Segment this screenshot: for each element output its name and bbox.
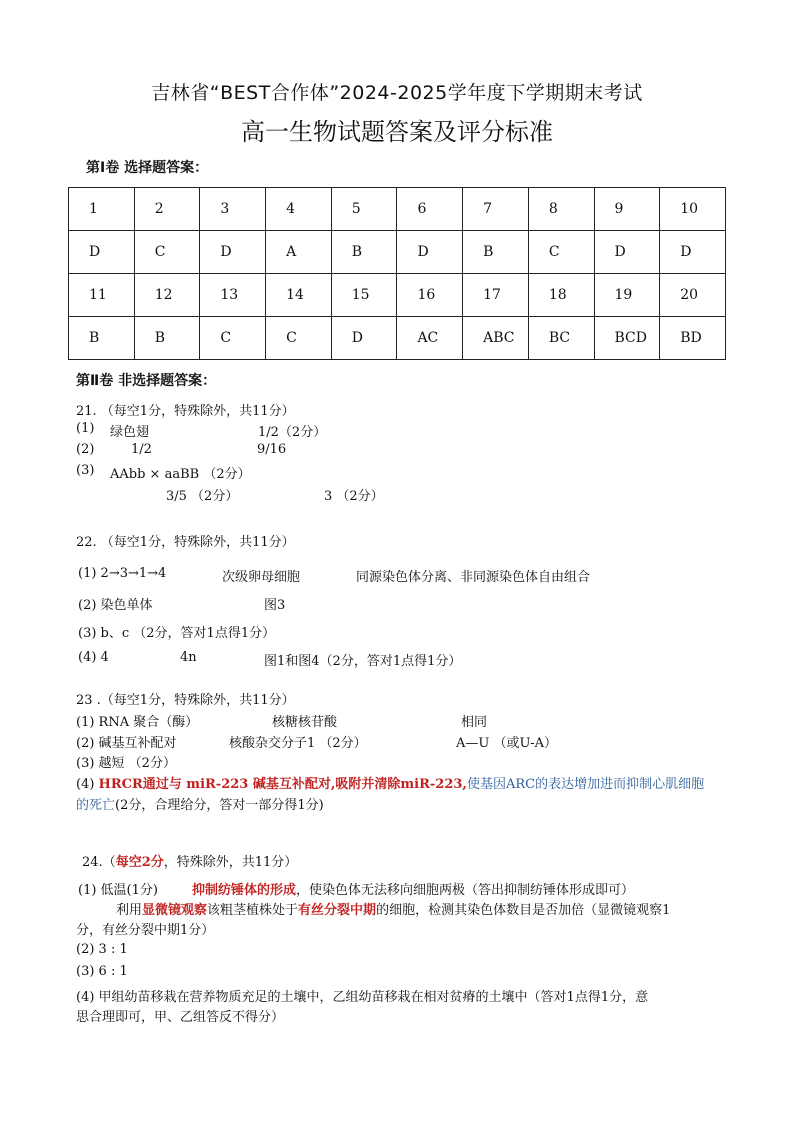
q24-line2-highlight-a: 显微镜观察 — [142, 903, 208, 918]
q23-line4-highlight-red: HRCR通过与 miR-223 碱基互补配对,吸附并清除miR-223, — [98, 777, 467, 792]
table-cell: 16 — [397, 274, 463, 317]
table-cell: D — [69, 231, 135, 274]
q21-line3-answer: AAbb × aaBB （2分） — [110, 467, 251, 482]
q23-line1-answer-a: (1) RNA 聚合（酶） — [76, 715, 199, 730]
table-cell: 18 — [528, 274, 594, 317]
q21-line2-answer-b: 9/16 — [257, 442, 287, 457]
q21-line1-num: (1) — [76, 421, 95, 436]
q24-line1-part-c: ，使染色体无法移向细胞两极（答出抑制纺锤体形成即可） — [295, 883, 634, 898]
q23-line2-answer-c: A—U （或U-A） — [456, 736, 557, 751]
q22-line1-answer-b: 次级卵母细胞 — [222, 570, 301, 585]
table-cell: 1 — [69, 188, 135, 231]
table-cell: ABC — [463, 317, 529, 360]
table-cell: D — [660, 231, 726, 274]
q24-line1-part-a: (1) 低温(1分) — [78, 883, 158, 898]
table-cell: 7 — [463, 188, 529, 231]
table-cell: 13 — [200, 274, 266, 317]
table-cell: B — [463, 231, 529, 274]
q21-line2-answer-a: 1/2 — [131, 442, 152, 457]
table-cell: 3 — [200, 188, 266, 231]
q23-line1-answer-b: 核糖核苷酸 — [272, 715, 338, 730]
q24-line2-part-c: 该粗茎植株处于 — [207, 903, 299, 918]
table-row — [69, 188, 726, 231]
q24-line2-part-e: 的细胞，检测其染色体数目是否加倍（显微镜观察1 — [376, 903, 671, 918]
q23-line3-answer: (3) 越短 （2分） — [76, 756, 176, 771]
table-cell: 4 — [266, 188, 332, 231]
q22-header: 22. （每空1分，特殊除外，共11分） — [76, 535, 295, 550]
table-cell: C — [200, 317, 266, 360]
q24-line1-highlight: 抑制纺锤体的形成 — [191, 883, 296, 898]
q22-line3-answer: (3) b、c （2分，答对1点得1分） — [78, 626, 276, 641]
q24-line7-answer: 思合理即可，甲、乙组答反不得分） — [76, 1010, 285, 1025]
table-cell: BCD — [594, 317, 660, 360]
table-cell: 15 — [331, 274, 397, 317]
table-cell: D — [397, 231, 463, 274]
table-cell: 10 — [660, 188, 726, 231]
q21-line4-answer-a: 3/5 （2分） — [166, 489, 239, 504]
exam-title: 吉林省“BEST合作体”2024-2025学年度下学期期末考试 — [151, 82, 643, 104]
q22-line4-answer-b: 4n — [180, 650, 197, 665]
q21-header: 21. （每空1分，特殊除外，共11分） — [76, 404, 295, 419]
table-cell: 20 — [660, 274, 726, 317]
q24-header-rest: ，特殊除外，共11分） — [163, 855, 298, 870]
table-cell: 17 — [463, 274, 529, 317]
q23-line4-answer — [76, 773, 704, 792]
q21-line3-num: (3) — [76, 463, 95, 478]
exam-subtitle: 高一生物试题答案及评分标准 — [241, 118, 553, 146]
table-cell: 6 — [397, 188, 463, 231]
q24-header-highlight: 每空2分 — [115, 855, 164, 870]
table-cell: 12 — [134, 274, 200, 317]
table-cell: 14 — [266, 274, 332, 317]
table-row — [69, 317, 726, 360]
q22-line2-answer-a: (2) 染色单体 — [78, 598, 153, 613]
q23-line5-note: (2分，合理给分，答对一部分得1分) — [115, 798, 324, 813]
q23-line4-prefix: (4) — [76, 777, 99, 792]
q24-line2-highlight-b: 有丝分裂中期 — [298, 903, 377, 918]
table-cell: C — [528, 231, 594, 274]
table-cell: BC — [528, 317, 594, 360]
table-cell: 9 — [594, 188, 660, 231]
q23-line5-answer — [76, 794, 324, 813]
q23-header: 23 .（每空1分，特殊除外，共11分） — [76, 693, 295, 708]
q21-line1-answer-b: 1/2（2分） — [258, 425, 327, 440]
q21-line4-answer-b: 3 （2分） — [324, 489, 384, 504]
q22-line1-answer-c: 同源染色体分离、非同源染色体自由组合 — [356, 570, 591, 585]
q23-line2-answer-a: (2) 碱基互补配对 — [76, 736, 177, 751]
table-cell: B — [331, 231, 397, 274]
q24-line6-answer: (4) 甲组幼苗移栽在营养物质充足的土壤中，乙组幼苗移栽在相对贫瘠的土壤中（答对1点得1分，意 — [76, 990, 649, 1005]
q23-line5-highlight-blue: 的死亡 — [76, 798, 116, 813]
table-cell: 19 — [594, 274, 660, 317]
q24-header-prefix: 24.（ — [82, 855, 116, 870]
q23-line4-highlight-blue: 使基因ARC的表达增加进而抑制心肌细胞 — [466, 777, 705, 792]
q21-line1-answer-a: 绿色翅 — [110, 425, 150, 440]
part2-heading: 第Ⅱ卷 非选择题答案： — [76, 373, 217, 389]
table-cell: D — [331, 317, 397, 360]
q24-line5-answer: (3) 6 : 1 — [76, 964, 128, 979]
q23-line2-answer-b: 核酸杂交分子1 （2分） — [229, 736, 367, 751]
q24-line4-answer: (2) 3 : 1 — [76, 942, 128, 957]
table-cell: D — [594, 231, 660, 274]
table-row — [69, 231, 726, 274]
choice-answer-table — [68, 187, 726, 360]
table-cell: AC — [397, 317, 463, 360]
q24-line2-answer — [116, 899, 670, 918]
q24-line2-part-a: 利用 — [116, 903, 143, 918]
table-cell: D — [200, 231, 266, 274]
q24-line3-answer: 分，有丝分裂中期1分） — [76, 923, 215, 938]
q23-line1-answer-c: 相同 — [461, 715, 488, 730]
table-cell: C — [266, 317, 332, 360]
q22-line2-answer-b: 图3 — [264, 598, 286, 613]
table-cell: 5 — [331, 188, 397, 231]
table-cell: 2 — [134, 188, 200, 231]
table-cell: B — [69, 317, 135, 360]
q22-line4-answer-a: (4) 4 — [78, 650, 109, 665]
table-cell: BD — [660, 317, 726, 360]
table-row — [69, 274, 726, 317]
q24-header — [82, 851, 297, 870]
q21-line2-num: (2) — [76, 442, 95, 457]
table-cell: C — [134, 231, 200, 274]
table-cell: B — [134, 317, 200, 360]
table-cell: A — [266, 231, 332, 274]
q22-line1-answer-a: (1) 2→3→1→4 — [78, 566, 167, 581]
table-cell: 8 — [528, 188, 594, 231]
q22-line4-answer-c: 图1和图4（2分，答对1点得1分） — [264, 654, 462, 669]
part1-heading: 第Ⅰ卷 选择题答案： — [86, 160, 209, 176]
table-cell: 11 — [69, 274, 135, 317]
q24-line1-answer — [78, 879, 634, 898]
